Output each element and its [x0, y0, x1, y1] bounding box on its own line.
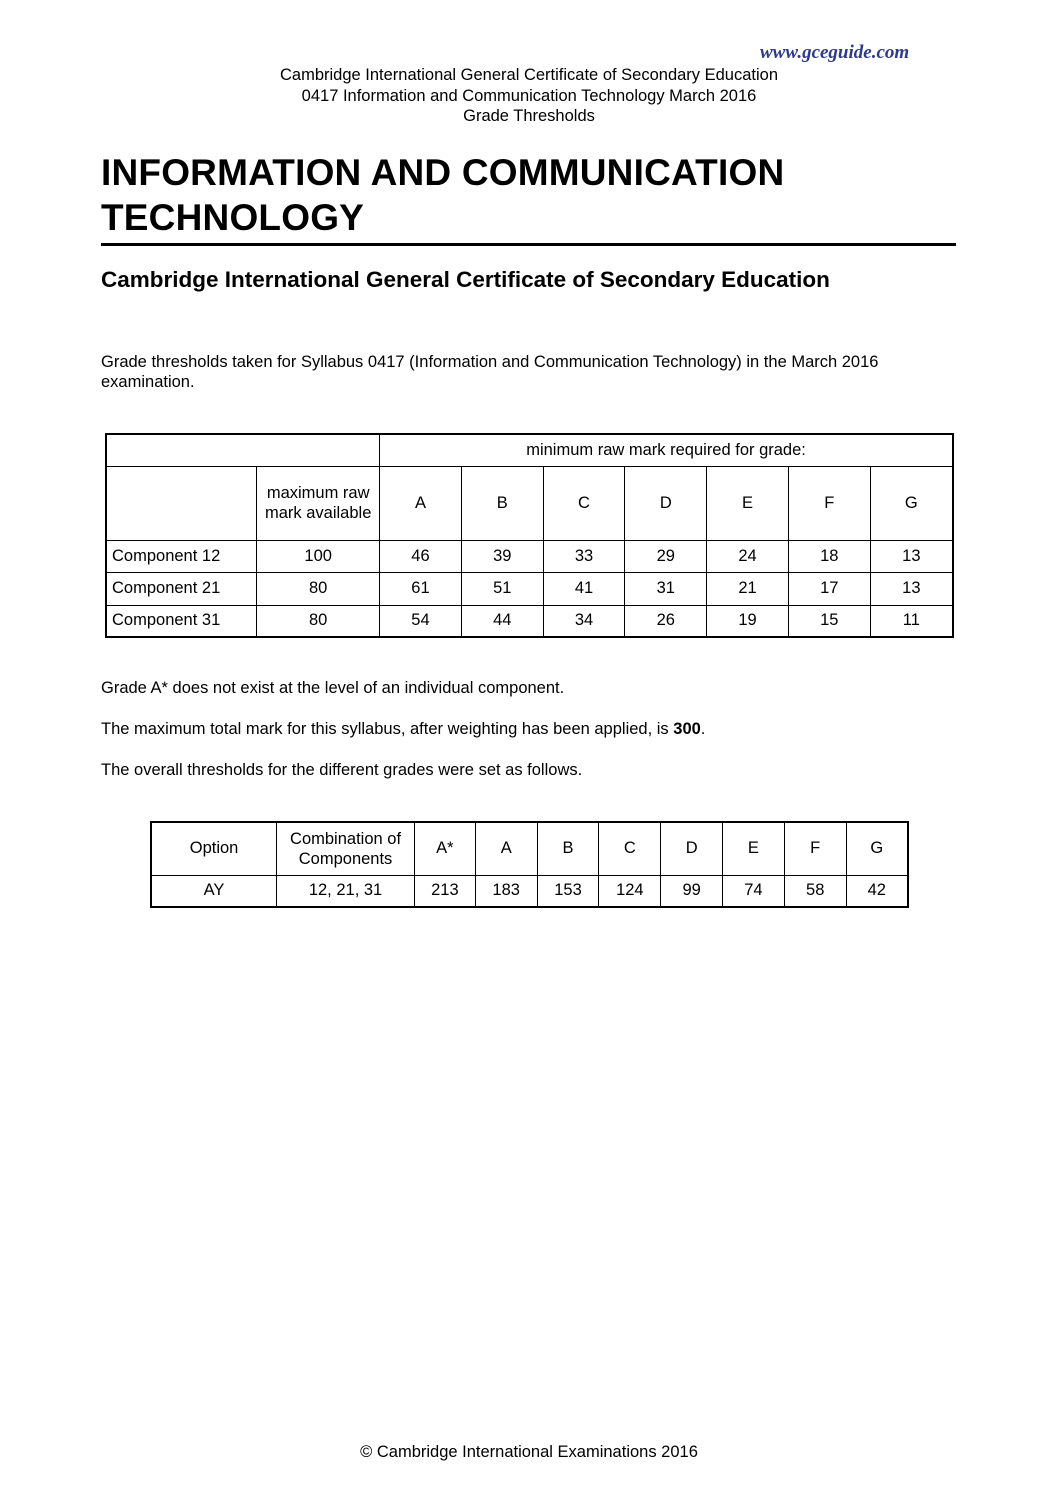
grade-header: F — [784, 822, 846, 875]
max-total-note — [101, 720, 705, 739]
grade-header: B — [537, 822, 599, 875]
table-header-row — [151, 822, 908, 875]
grade-header: E — [723, 822, 785, 875]
header-line-doc-type: Grade Thresholds — [463, 107, 595, 125]
empty-header-cell — [106, 466, 257, 540]
mark-cell: 34 — [543, 605, 625, 637]
max-mark-cell: 80 — [257, 605, 380, 637]
page-title — [101, 150, 961, 240]
mark-cell: 54 — [380, 605, 462, 637]
grade-header: A — [475, 822, 537, 875]
mark-cell: 51 — [461, 572, 543, 605]
mark-cell: 31 — [625, 572, 707, 605]
max-mark-cell: 100 — [257, 540, 380, 572]
max-total-suffix: . — [700, 720, 706, 738]
table-group-header-row — [106, 434, 953, 466]
grade-header: D — [661, 822, 723, 875]
grade-header: G — [870, 466, 953, 540]
mark-cell: 26 — [625, 605, 707, 637]
mark-cell: 11 — [870, 605, 953, 637]
table-row — [151, 875, 908, 907]
mark-cell: 39 — [461, 540, 543, 572]
threshold-cell: 58 — [784, 875, 846, 907]
mark-cell: 13 — [870, 540, 953, 572]
page-subtitle: Cambridge International General Certificate of Secondary Education — [101, 267, 830, 292]
threshold-cell: 213 — [414, 875, 475, 907]
threshold-cell: 74 — [723, 875, 785, 907]
grade-header: E — [707, 466, 789, 540]
table-row — [106, 605, 953, 637]
mark-cell: 17 — [788, 572, 870, 605]
document-header — [0, 65, 1058, 127]
table-row — [106, 540, 953, 572]
mark-cell: 44 — [461, 605, 543, 637]
grade-header: B — [461, 466, 543, 540]
grade-header: C — [543, 466, 625, 540]
threshold-cell: 99 — [661, 875, 723, 907]
mark-cell: 41 — [543, 572, 625, 605]
grade-header: A* — [414, 822, 475, 875]
grade-header: C — [599, 822, 661, 875]
component-name-cell: Component 12 — [106, 540, 257, 572]
table-header-row — [106, 466, 953, 540]
mark-cell: 61 — [380, 572, 462, 605]
component-name-cell: Component 21 — [106, 572, 257, 605]
header-line-qualification: Cambridge International General Certificate of Secondary Education — [279, 66, 779, 84]
threshold-cell: 183 — [475, 875, 537, 907]
grade-header: D — [625, 466, 707, 540]
mark-cell: 29 — [625, 540, 707, 572]
grade-header: A — [380, 466, 462, 540]
component-thresholds-table — [105, 433, 954, 638]
empty-header-cell — [106, 434, 380, 466]
table-row — [106, 572, 953, 605]
mark-cell: 46 — [380, 540, 462, 572]
mark-cell: 21 — [707, 572, 789, 605]
mark-cell: 13 — [870, 572, 953, 605]
max-total-text: The maximum total mark for this syllabus, after weighting has been applied, is — [101, 720, 674, 738]
copyright-footer: © Cambridge International Examinations 2016 — [360, 1443, 698, 1461]
grade-header: F — [788, 466, 870, 540]
max-total-value: 300 — [673, 720, 701, 738]
threshold-cell: 124 — [599, 875, 661, 907]
watermark-link[interactable]: www.gceguide.com — [760, 42, 910, 63]
option-cell: AY — [151, 875, 277, 907]
mark-cell: 33 — [543, 540, 625, 572]
threshold-cell: 153 — [537, 875, 599, 907]
mark-cell: 24 — [707, 540, 789, 572]
max-mark-cell: 80 — [257, 572, 380, 605]
mark-cell: 19 — [707, 605, 789, 637]
combination-header: Combination of Components — [277, 822, 415, 875]
title-divider — [101, 243, 956, 246]
option-header: Option — [151, 822, 277, 875]
header-line-syllabus: 0417 Information and Communication Technology March 2016 — [301, 86, 757, 105]
astar-note: Grade A* does not exist at the level of an individual component. — [101, 679, 565, 697]
combination-cell: 12, 21, 31 — [277, 875, 415, 907]
threshold-cell: 42 — [846, 875, 908, 907]
mark-cell: 18 — [788, 540, 870, 572]
grade-header: G — [846, 822, 908, 875]
page-title-line-2: TECHNOLOGY — [101, 197, 365, 238]
intro-paragraph: Grade thresholds taken for Syllabus 0417 (Information and Communication Technology) in the March 2016 examination. — [101, 353, 879, 391]
overall-thresholds-table — [150, 821, 909, 908]
max-mark-header: maximum raw mark available — [257, 466, 380, 540]
page-title-line-1: INFORMATION AND COMMUNICATION — [101, 152, 785, 193]
overall-intro: The overall thresholds for the different grades were set as follows. — [101, 761, 583, 779]
mark-cell: 15 — [788, 605, 870, 637]
group-header-cell: minimum raw mark required for grade: — [380, 434, 953, 466]
component-name-cell: Component 31 — [106, 605, 257, 637]
